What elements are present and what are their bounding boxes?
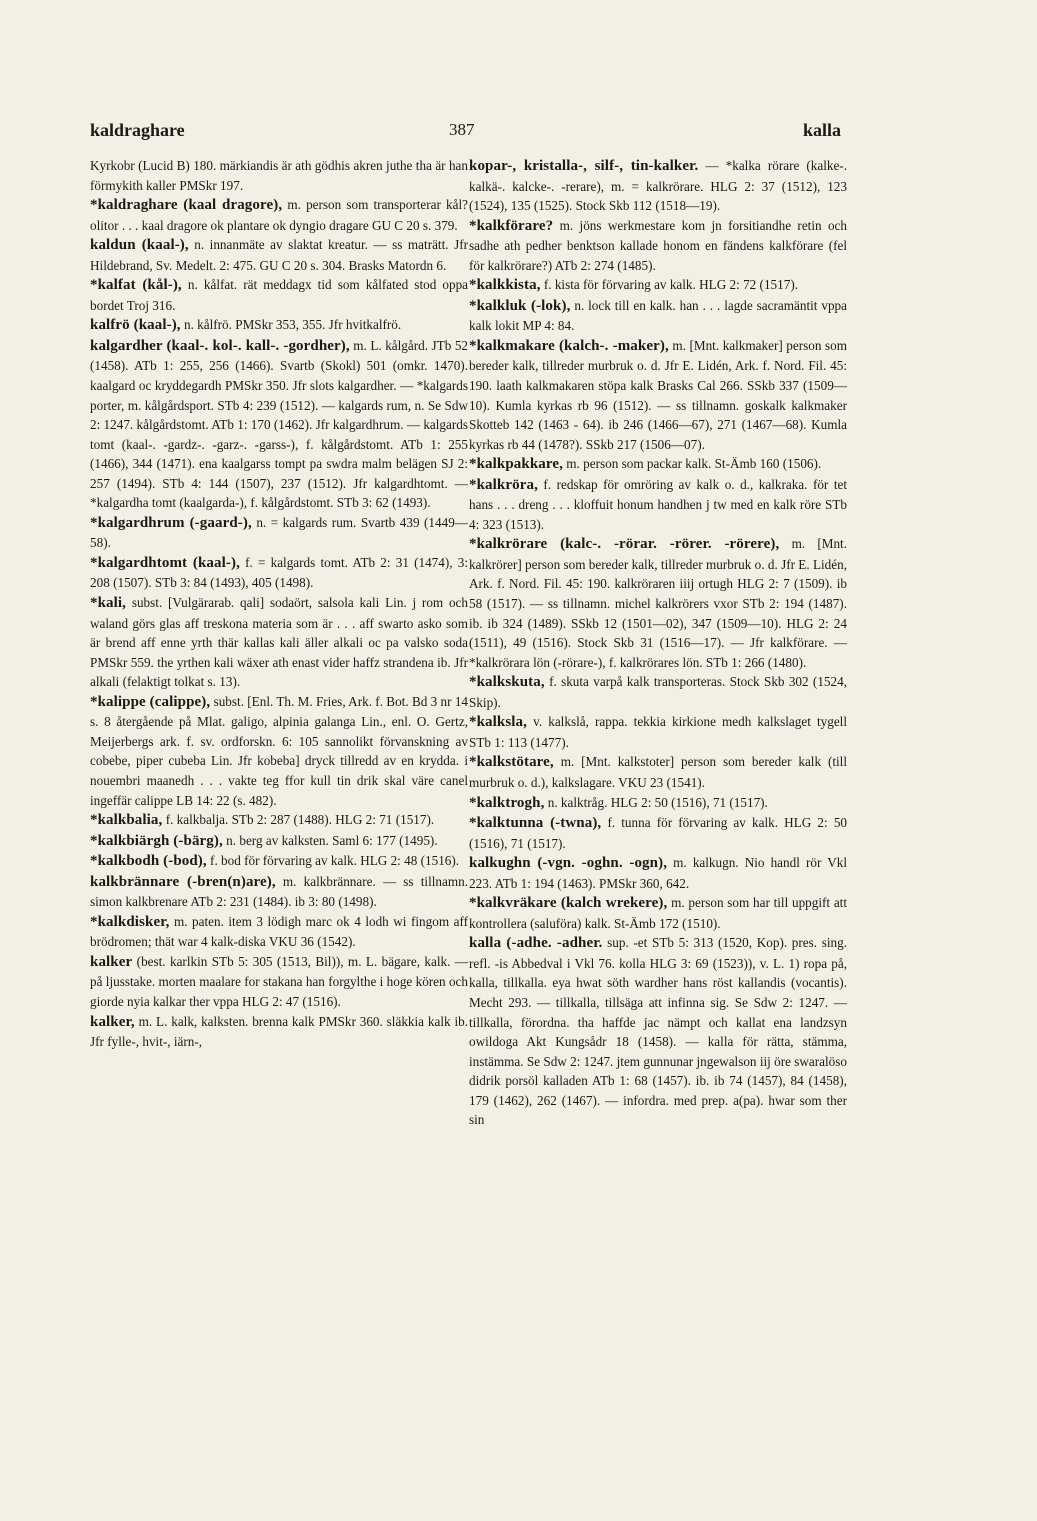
entry-text: n. kålfrö. PMSkr 353, 355. Jfr hvitkalfrö. [183,317,402,333]
entry-text: f. = kalgards tomt. ATb 2: 31 (1474), 3: 208 (1507). STb 3: 84 (1493), 405 (1498). [90,554,468,591]
entry-headword: *kalkbodh (-bod), [90,853,207,870]
dictionary-entry [469,893,847,933]
entry-text: m. [Mnt. kalkmaker] person som bereder kalk, tillreder murbruk o. d. Jfr E. Lidén, Ark. f. Nord. Fil. 45: 190. laath kalkmakaren stöpa kalk Brasks Cal 266. SSkb 337 (1509—10). Kumla kyrkas rb 96 (1512). — ss tillnamn. goskalk kalkmaker Skotteb 142 (1463 - 64). ib 246 (1466—67), 271 (1467—68). Kumla kyrkas rb 44 (1478?). SSkb 217 (1506—07). [469,337,847,452]
dictionary-entry [469,534,847,672]
page-number: 387 [449,120,475,139]
entry-headword: *kalkdisker, [90,913,170,930]
entry-headword: *kalkförare? [469,217,554,234]
entry-headword: kaldun (kaal-), [90,237,189,254]
entry-text: m. [Mnt. kalkstoter] person som bereder kalk (till murbruk o. d.), kalkslagare. VKU 23 (1541). [469,754,848,790]
entry-text: m. person som packar kalk. St-Ämb 160 (1506). [566,456,822,472]
entry-headword: kalgardher (kaal-. kol-. kall-. -gordher), [90,337,350,354]
entry-headword: *kalkpakkare, [469,456,563,473]
dictionary-entry [469,156,847,216]
entry-headword: *kalkskuta, [469,674,545,691]
dictionary-entry [90,952,468,1012]
dictionary-entry [469,712,847,752]
dictionary-entry [90,195,468,235]
entry-text: n. kalktråg. HLG 2: 50 (1516), 71 (1517). [547,794,768,810]
entry-headword: kalker [90,953,133,970]
dictionary-entry [90,1012,468,1052]
entry-headword: *kalkkista, [469,277,541,294]
entry-text: f. skuta varpå kalk transporteras. Stock Skb 302 (1524, Skip). [469,674,847,710]
dictionary-entry [90,593,468,692]
entry-text: m. kalkugn. Nio handl rör Vkl 223. ATb 1: 194 (1463). PMSkr 360, 642. [469,855,848,891]
dictionary-entry [469,475,847,535]
entry-headword: kalkbrännare (-bren(n)are), [90,873,276,890]
entry-headword: *kalgardhrum (-gaard-), [90,514,252,531]
entry-text: n. = kalgards rum. Svartb 439 (1449—58). [90,514,468,551]
dictionary-entry [90,810,468,831]
left-column [90,156,468,1052]
entry-text: m. L. kalk, kalksten. brenna kalk PMSkr 360. släkkia kalk ib. Jfr fylle-, hvit-, iärn-, [90,1013,468,1050]
entry-headword: *kalkluk (-lok), [469,297,571,314]
entry-text: sup. -et STb 5: 313 (1520, Kop). pres. sing. refl. -is Abbedval i Vkl 76. kolla HLG 3: 69 (1523)), v. L. 1) ropa på, kalla, tillkalla. eya hwat söth wardher hans röst kallandis (vocantis). Mecht 293. — tillkalla, tillsäga att infinna sig. Se Sdw 2: 1247. — tillkalla, förordna. tha haffde jac nämpt och kallat ena landzsyn owildoga Akt Kungsådr 18 (1458). — kalla för rätta, stämma, instämma. Se Sdw 2: 1247. jtem gunnunar jngewalson iij öre swaralöso didrik porsöl kalladen ATb 1: 68 (1457). ib. ib 74 (1457), 84 (1458), 179 (1462), 262 (1467). — infordra. med prep. a(pa). hwar som ther sin [469,935,848,1128]
entry-text: subst. [Vulgärarab. qali] sodaört, salsola kali Lin. j rom och waland görs glas aff treskona materia som är . . . aff swarto asko som är brend aff enne yrth thär kallas kali äller alkali oc pa valsko soda PMSkr 559. the yrthen kali wäxer ath enast vider haffz strandena ib. Jfr alkali (felaktigt tolkat s. 13). [90,595,469,690]
entry-text: f. kalkbalja. STb 2: 287 (1488). HLG 2: 71 (1517). [165,812,435,828]
dictionary-entry [469,296,847,336]
entry-text: m. person som har till uppgift att kontrollera (saluföra) kalk. St-Ämb 172 (1510). [469,895,848,931]
entry-text: m. jöns werkmestare kom jn forsitiandhe retin och sadhe ath pedher benktson kallade honom en fändens kalkförare (fel för kalkrörare?) ATb 2: 274 (1485). [469,217,847,273]
entry-headword: *kalgardhtomt (kaal-), [90,554,240,571]
dictionary-entry [90,553,468,593]
dictionary-entry [469,793,847,814]
entry-headword: kalfrö (kaal-), [90,317,181,334]
dictionary-entry [90,513,468,553]
entry-text: f. kista för förvaring av kalk. HLG 2: 72 (1517). [543,277,799,293]
entry-headword: *kalippe (calippe), [90,693,211,710]
entry-headword: *kalktunna (-twna), [469,815,602,832]
dictionary-entry [90,275,468,315]
entry-text: f. bod för förvaring av kalk. HLG 2: 48 (1516). [210,853,460,869]
entry-text: n. kålfat. rät meddagx tid som kålfated stod oppa bordet Troj 316. [90,277,469,313]
entry-headword: kalker, [90,1013,135,1030]
entry-headword: *kalkrörare (kalc-. -rörar. -rörer. -rörere), [469,536,780,553]
entry-text: — *kalka rörare (kalke-. kalkä-. kalcke-. -rerare), m. = kalkrörare. HLG 2: 37 (1512), 123 (1524), 135 (1525). Stock Skb 112 (1518—19). [469,158,847,214]
dictionary-entry [469,454,847,475]
entry-text: n. berg av kalksten. Saml 6: 177 (1495). [226,832,438,848]
dictionary-entry [90,912,468,952]
entry-text: m. kalkbrännare. — ss tillnamn. simon kalkbrenare ATb 2: 231 (1484). ib 3: 80 (1498). [90,873,468,910]
entry-text: v. kalkslå, rappa. tekkia kirkione medh kalkslaget tygell STb 1: 113 (1477). [469,714,847,750]
dictionary-entry [469,672,847,712]
entry-text: f. tunna för förvaring av kalk. HLG 2: 50 (1516), 71 (1517). [469,815,848,851]
dictionary-entry [469,336,847,454]
running-head-left: kaldraghare [90,120,185,140]
entry-text: f. redskap för omröring av kalk o. d., kalkraka. för tet hans . . . dreng . . . kloffuit honum handhen j tw med en kalk röre STb 4: 323 (1513). [469,476,848,532]
entry-text: m. L. kålgård. JTb 52 (1458). ATb 1: 255, 256 (1466). Svartb (Skokl) 501 (omkr. 1470). kaalgard oc kryddegardh PMSkr 350. Jfr slots kalgardher. — *kalgards porter, m. kålgårdsport. STb 4: 239 (1512). — kalgards rum, n. Se Sdw 2: 1247. kålgårdstomt. ATb 1: 170 (1462). Jfr kalgardhrum. — kalgards tomt (kaal-. -gardz-. -garz-. -garss-), f. kålgårdstomt. ATb 1: 255 (1466), 344 (1471). ena kaalgarss tompt pa swdra malm belägen SJ 2: 257 (1494). STb 4: 144 (1507), 237 (1512). Jfr kalgardhtomt. — *kalgardha tomt (kaalgarda-), f. kålgårdstomt. STb 3: 62 (1493). [90,337,469,511]
dictionary-entry [469,933,847,1129]
entry-text: n. lock till en kalk. han . . . lagde sacramäntit vppa kalk lokit MP 4: 84. [469,297,847,334]
entry-headword: *kaldraghare (kaal dragore), [90,197,283,214]
entry-headword: *kalksla, [469,714,528,731]
entry-headword: *kalfat (kål-), [90,277,182,294]
entry-headword: *kalkbiärgh (-bärg), [90,832,223,849]
dictionary-entry [469,813,847,853]
dictionary-entry [469,216,847,276]
entry-text: m. [Mnt. kalkrörer] person som bereder kalk, tillreder murbruk o. d. Jfr E. Lidén, Ark. f. Nord. Fil. 45: 190. kalkröraren iiij ortugh HLG 2: 7 (1509). ib 58 (1517). — ss tillnamn. michel kalkrörers vxor STb 2: 194 (1487). ib. ib 324 (1489). SSkb 12 (1501—02), 347 (1509—10). HLG 2: 24 (1511), 49 (1516). Stock Skb 31 (1516—17). — Jfr kalkförare. — *kalkrörara lön (-rörare-), f. kalkrörares lön. STb 1: 266 (1480). [469,536,847,670]
running-head-right: kalla [802,120,841,140]
entry-text: Kyrkobr (Lucid B) 180. märkiandis är ath gödhis akren juthe tha är han förmykith kaller PMSkr 197. [90,158,468,193]
entry-headword: kopar-, kristalla-, silf-, tin-kalker. [469,158,699,174]
dictionary-entry [90,156,468,195]
entry-headword: *kalkmakare (kalch-. -maker), [469,337,669,354]
dictionary-entry [90,315,468,336]
dictionary-entry [90,851,468,872]
dictionary-entry [90,831,468,852]
dictionary-entry [90,872,468,912]
entry-headword: *kalkstötare, [469,754,554,771]
entry-headword: *kalktrogh, [469,794,545,811]
entry-text: subst. [Enl. Th. M. Fries, Ark. f. Bot. Bd 3 nr 14 s. 8 återgående på Mlat. galigo, alpinia galanga Lin., enl. O. Gertz, Meijerbergs ark. f. sv. ordforskn. 6: 105 sannolikt förvanskning av cobebe, piper cubeba Lin. Jfr kobeba] dryck tillredd av en krydda. i nouembri maanedh . . . vakte teg ffor kull tin drik skal väre canel ingeffär calippe LB 14: 22 (s. 482). [90,693,469,808]
right-column [469,156,847,1130]
entry-text: m. paten. item 3 lödigh marc ok 4 lodh wi fingom aff brödromen; thät war 4 kalk-diska VKU 36 (1542). [90,913,468,950]
dictionary-entry [469,853,847,893]
entry-headword: *kalkröra, [469,476,538,493]
dictionary-entry [90,235,468,275]
dictionary-entry [90,692,468,810]
entry-headword: *kali, [90,595,127,612]
entry-text: n. innanmäte av slaktat kreatur. — ss maträtt. Jfr Hildebrand, Sv. Medelt. 2: 475. GU C 20 s. 304. Brasks Matordn 6. [90,237,468,273]
entry-text: m. person som transporterar kål? olitor . . . kaal dragore ok plantare ok dyngio dragare GU C 20 s. 379. [90,197,468,233]
entry-headword: *kalkbalia, [90,812,163,829]
dictionary-entry [469,275,847,296]
dictionary-entry [469,752,847,792]
entry-headword: kalla (-adhe. -adher. [469,935,603,952]
entry-headword: kalkughn (-vgn. -oghn. -ogn), [469,855,668,872]
dictionary-entry [90,336,468,513]
entry-headword: *kalkvräkare (kalch wrekere), [469,895,668,912]
entry-text: (best. karlkin STb 5: 305 (1513, Bil)), m. L. bägare, kalk. — på ljusstake. morten maalare for stakana han forgylthe i hoge kören och giorde nyia kalkar ther vppa HLG 2: 47 (1516). [90,953,469,1009]
